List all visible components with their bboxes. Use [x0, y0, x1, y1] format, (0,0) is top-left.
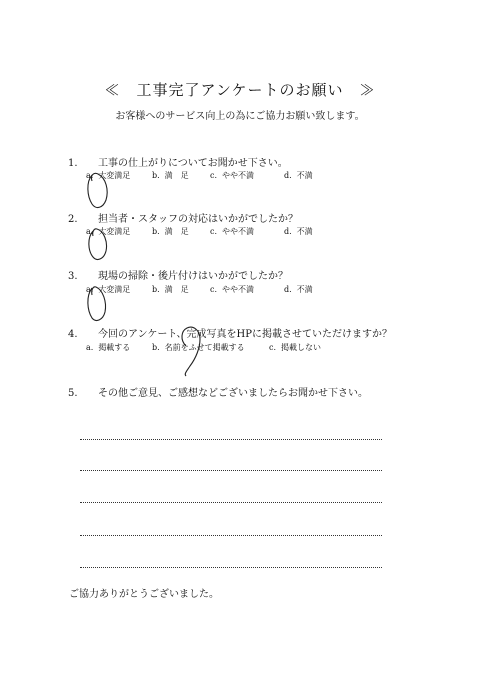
question-number: 2. [68, 214, 78, 225]
option-b[interactable]: b. 名前をふせて掲載する [152, 343, 245, 352]
question-2 [68, 210, 298, 225]
option-c[interactable]: c. 掲載しない [269, 343, 322, 352]
option-c[interactable]: c. やや不満 [210, 285, 255, 294]
form-title: ≪ 工事完了アンケートのお願い ≫ [104, 81, 376, 99]
question-3 [68, 267, 288, 282]
option-d[interactable]: d. 不満 [284, 171, 313, 180]
question-text: 担当者・スタッフの対応はいかがでしたか？ [98, 214, 298, 225]
option-b[interactable]: b. 満 足 [152, 171, 189, 180]
question-text: その他ご意見、ご感想などございましたらお聞かせ下さい。 [98, 388, 368, 399]
comment-line[interactable] [80, 535, 382, 536]
comment-line[interactable] [80, 439, 382, 440]
option-c[interactable]: c. やや不満 [210, 227, 255, 236]
comment-line[interactable] [80, 567, 382, 568]
question-text: 現場の掃除・後片付けはいかがでしたか？ [98, 271, 288, 282]
comment-line[interactable] [80, 502, 382, 503]
option-b[interactable]: b. 満 足 [152, 285, 189, 294]
thank-you-text: ご協力ありがとうございました。 [69, 589, 219, 600]
question-1 [68, 154, 288, 169]
option-d[interactable]: d. 不満 [284, 227, 313, 236]
option-a[interactable]: a. 掲載する [86, 343, 131, 352]
option-a[interactable]: a. 大変満足 [86, 171, 131, 180]
question-number: 4. [68, 329, 78, 340]
option-d[interactable]: d. 不満 [284, 285, 313, 294]
question-number: 5. [68, 388, 78, 399]
comment-line[interactable] [80, 470, 382, 471]
form-subtitle: お客様へのサービス向上の為にご協力お願い致します。 [115, 111, 365, 122]
option-a[interactable]: a. 大変満足 [86, 285, 131, 294]
question-number: 1. [68, 158, 78, 169]
option-b[interactable]: b. 満 足 [152, 227, 189, 236]
question-number: 3. [68, 271, 78, 282]
option-c[interactable]: c. やや不満 [210, 171, 255, 180]
question-5 [68, 384, 368, 399]
question-4 [68, 325, 392, 340]
question-text: 今回のアンケート、完成写真をHPに掲載させていただけますか？ [98, 329, 392, 340]
question-text: 工事の仕上がりについてお聞かせ下さい。 [98, 158, 288, 169]
option-a[interactable]: a. 大変満足 [86, 227, 131, 236]
